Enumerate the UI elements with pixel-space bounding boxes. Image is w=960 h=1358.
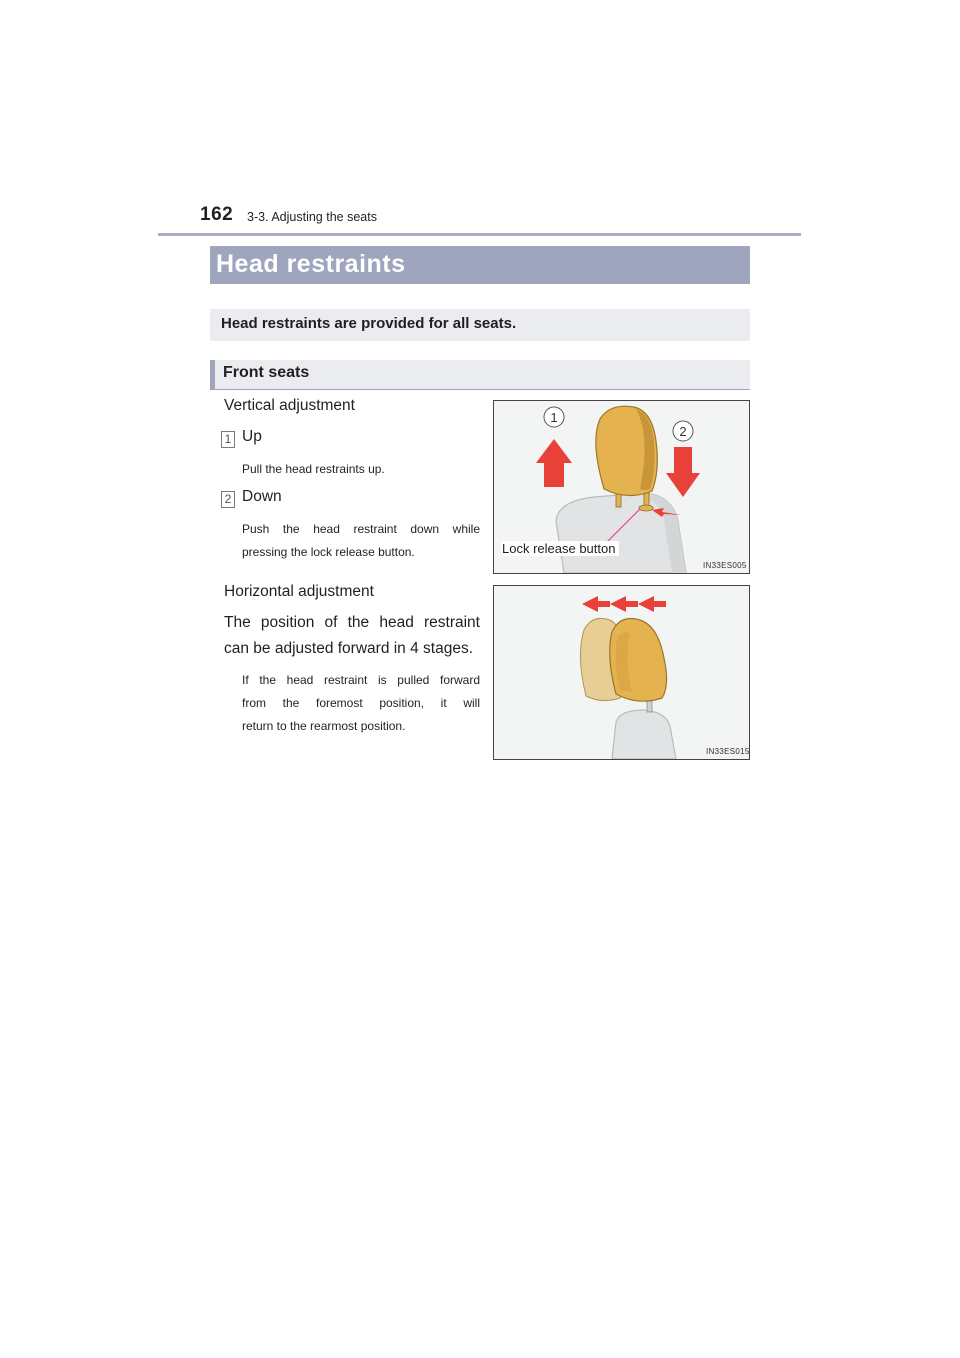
lock-release-button-shape xyxy=(639,505,653,511)
horizontal-text-line1: The position of the head restraint xyxy=(224,614,480,631)
up-arrow xyxy=(536,439,572,487)
horizontal-note-line3: return to the rearmost position. xyxy=(242,719,406,733)
header-divider xyxy=(158,233,801,236)
step-down-text-line1: Push the head restraint down while xyxy=(242,522,480,536)
callout-1-text: 1 xyxy=(550,410,558,425)
section-breadcrumb: 3-3. Adjusting the seats xyxy=(247,210,377,224)
section-heading-text: Front seats xyxy=(223,364,310,381)
step-up-label: Up xyxy=(242,428,262,445)
step-number-2: 2 xyxy=(221,491,235,508)
horizontal-heading: Horizontal adjustment xyxy=(224,583,374,600)
horizontal-text-line2: can be adjusted forward in 4 stages. xyxy=(224,640,474,657)
forward-arrow-1 xyxy=(582,596,610,612)
vertical-heading: Vertical adjustment xyxy=(224,397,355,414)
page-title: Head restraints xyxy=(216,250,406,278)
step-number-1: 1 xyxy=(221,431,235,448)
horizontal-adjustment-figure xyxy=(493,585,750,760)
step-down-label: Down xyxy=(242,488,282,505)
intro-text: Head restraints are provided for all seats. xyxy=(221,315,517,332)
figure2-code: IN33ES015 xyxy=(706,747,750,756)
page-title-bar xyxy=(210,246,750,284)
down-arrow xyxy=(666,447,700,497)
page-number: 162 xyxy=(200,204,234,225)
horizontal-adjustment-illustration xyxy=(494,586,749,759)
seat-back-shape xyxy=(612,710,676,759)
forward-arrow-3 xyxy=(638,596,666,612)
step-down-text-line2: pressing the lock release button. xyxy=(242,545,415,559)
section-heading xyxy=(210,360,750,390)
horizontal-note-line1: If the head restraint is pulled forward xyxy=(242,673,480,687)
figure1-code: IN33ES005 xyxy=(703,561,747,570)
step-up-text: Pull the head restraints up. xyxy=(242,462,385,476)
lock-release-label: Lock release button xyxy=(501,541,619,556)
heading-stripe xyxy=(210,360,215,389)
intro-box xyxy=(210,309,750,341)
forward-arrow-2 xyxy=(610,596,638,612)
callout-2-text: 2 xyxy=(679,424,687,439)
horizontal-note-line2: from the foremost position, it will xyxy=(242,696,480,710)
